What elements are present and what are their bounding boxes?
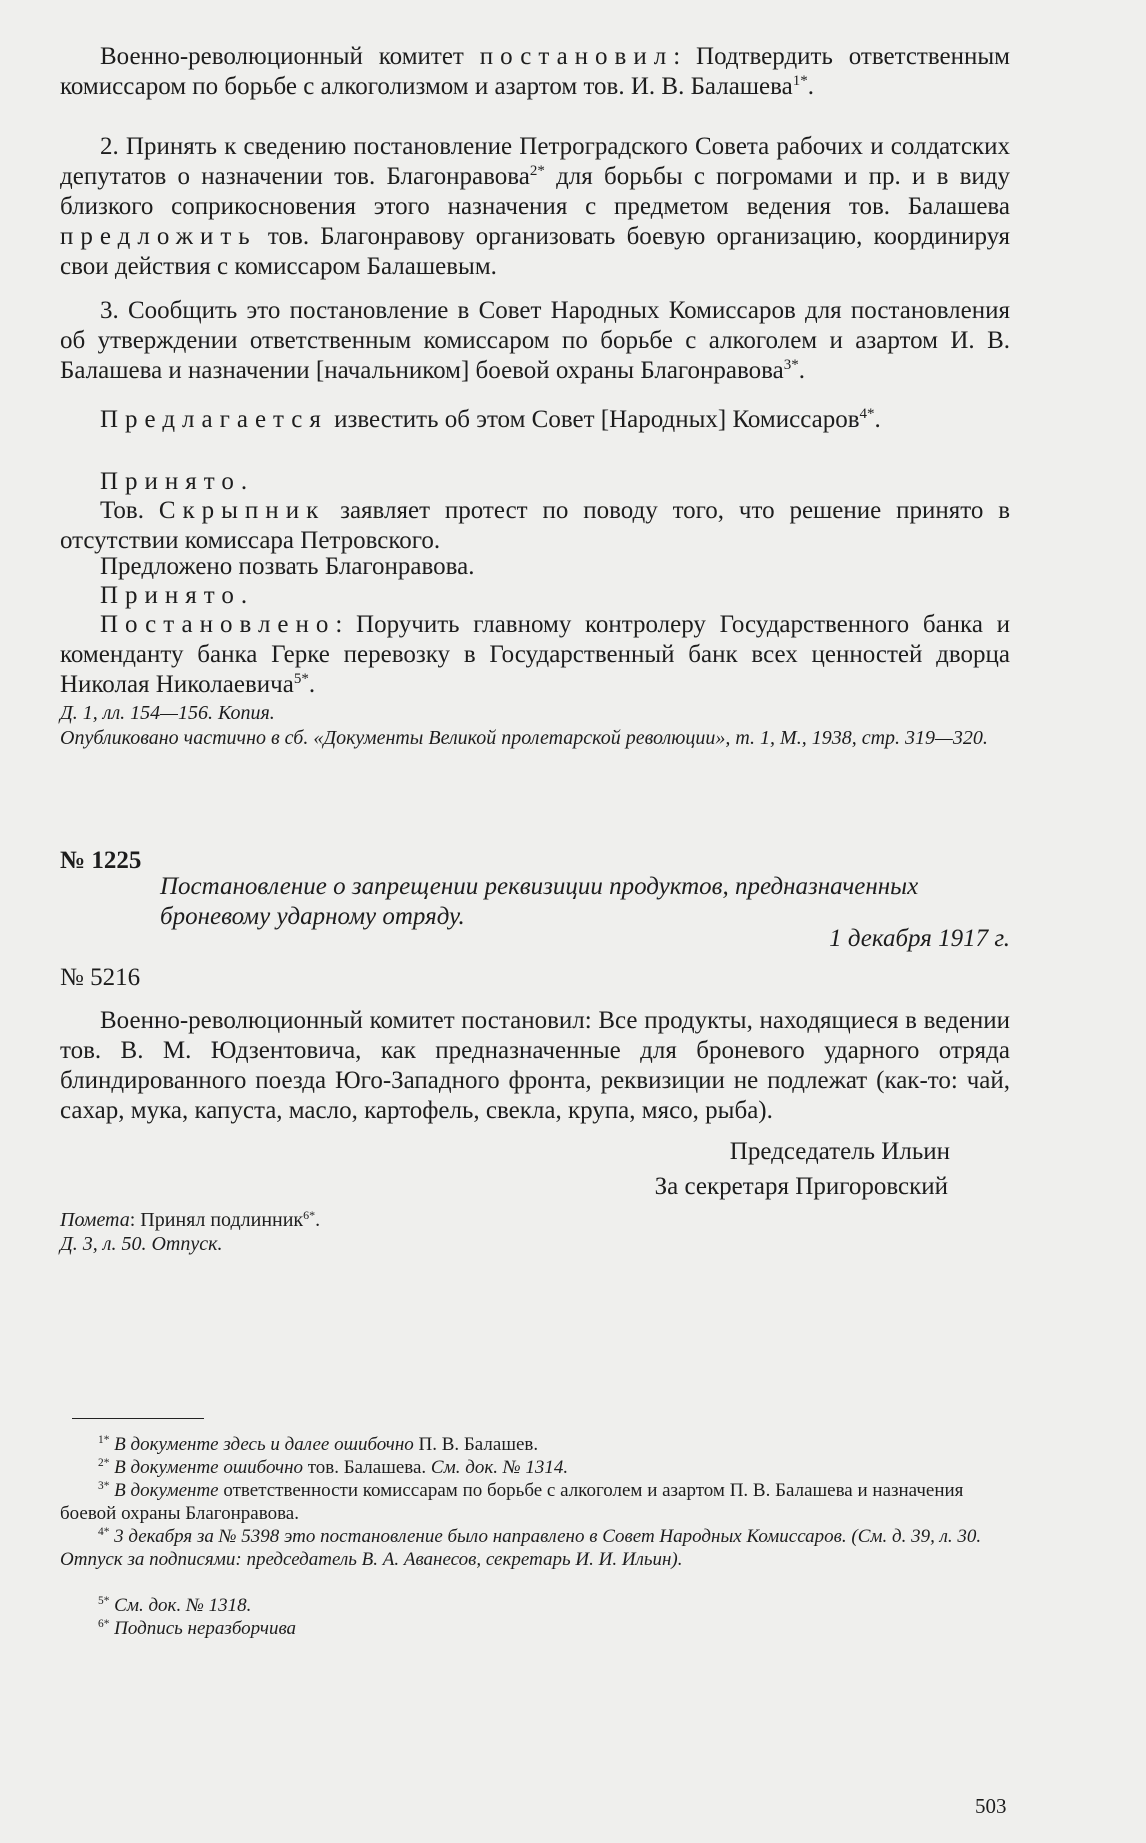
- signature-secretary: За секретаря Пригоровский: [654, 1173, 948, 1200]
- document-title: Постановление о запрещении реквизиции продуктов, предназначенных броневому ударному отряду.: [160, 873, 919, 930]
- document-body: Военно-революционный комитет постановил: Все продукты, находящиеся в ведении тов. В. М. Юдзентовича, как предназначенные для броневого ударного отряда блиндированного поезда Юго-Западного фронта, реквизиции не подлежат (как-то: чай, сахар, мука, капуста, масло, картофель, свекла, крупа, мясо, рыба).: [60, 1007, 1010, 1124]
- paragraph-3: 3. Сообщить это постановление в Совет Народных Комиссаров для постановления об утверждении ответственным комиссаром по борьбе с алкоголем и азартом И. В. Балашева и назначении [начальником] боевой охраны Благонравова$^{3*}$.: [60, 297, 1010, 384]
- paragraph-accepted-2: Принято.: [100, 582, 255, 609]
- footnote-ref-3: 3*: [783, 357, 799, 373]
- document-date: 1 декабря 1917 г.: [829, 925, 1010, 952]
- paragraph-proposal: Предложено позвать Благонравова.: [100, 553, 475, 580]
- footnote-divider: [72, 1418, 204, 1419]
- paragraph-4: Предлагается известить об этом Совет [Народных] Комиссаров$^{4*}$.: [100, 406, 881, 433]
- signature-chairman: Председатель Ильин: [729, 1138, 950, 1165]
- footnote-ref-4: 4*: [859, 406, 875, 422]
- footnote-6: $^{6*}$ Подпись неразборчива: [98, 1618, 297, 1639]
- paragraph-accepted-1: Принято.: [100, 468, 255, 495]
- paragraph-1: Военно-революционный комитет постановил: Подтвердить ответственным комиссаром по борьбе с алкоголизмом и азартом тов. И. В. Балашева$^{1*}$.: [60, 43, 1010, 100]
- footnote-5: $^{5*}$ См. док. № 1318.: [98, 1595, 252, 1616]
- archive-source-1: Д. 1, лл. 154—156. Копия.: [60, 702, 275, 724]
- footnote-ref-1: 1*: [792, 73, 808, 89]
- footnote-3: $^{3*}$ В документе ответственности комиссарам по борьбе с алкоголем и азартом П. В. Балашева и назначения боевой охраны Благонравова.: [60, 1480, 964, 1524]
- paragraph-2: 2. Принять к сведению постановление Петроградского Совета рабочих и солдатских депутатов о назначении тов. Благонравова$^{2*}$ для борьбы с погромами и пр. и в виду близкого соприкосновения этого назначения с предметом ведения тов. Балашева предложить тов. Благонравову организовать боевую организацию, координируя свои действия с комиссаром Балашевым.: [60, 133, 1010, 280]
- paragraph-resolved: Постановлено: Поручить главному контролеру Государственного банка и коменданту банка Герке перевозку в Государственный банк всех ценностей дворца Николая Николаевича$^{5*}$.: [60, 611, 1010, 698]
- footnote-1: $^{1*}$ В документе здесь и далее ошибочно П. В. Балашев.: [98, 1434, 539, 1455]
- document-number: № 1225: [60, 847, 142, 874]
- document-note: Помета: Принял подлинник$^{6*}$.: [60, 1207, 321, 1231]
- footnote-ref-2: 2*: [529, 163, 545, 179]
- publication-source-1: Опубликовано частично в сб. «Документы Великой пролетарской революции», т. 1, М., 1938, стр. 319—320.: [60, 727, 988, 749]
- paragraph-protest: Тов. Скрыпник заявляет протест по поводу того, что решение принято в отсутствии комиссара Петровского.: [60, 497, 1010, 554]
- footnote-2: $^{2*}$ В документе ошибочно тов. Балашева. См. док. № 1314.: [98, 1457, 569, 1478]
- page-number: 503: [975, 1794, 1007, 1818]
- footnote-ref-5: 5*: [293, 671, 309, 687]
- footnote-4: $^{4*}$ 3 декабря за № 5398 это постановление было направлено в Совет Народных Комиссаров. (См. д. 39, л. 30. Отпуск за подписями: председатель В. А. Аванесов, секретарь И. И. Ильин).: [60, 1526, 982, 1570]
- registration-number: № 5216: [60, 964, 141, 991]
- archive-source-2: Д. 3, л. 50. Отпуск.: [60, 1233, 223, 1255]
